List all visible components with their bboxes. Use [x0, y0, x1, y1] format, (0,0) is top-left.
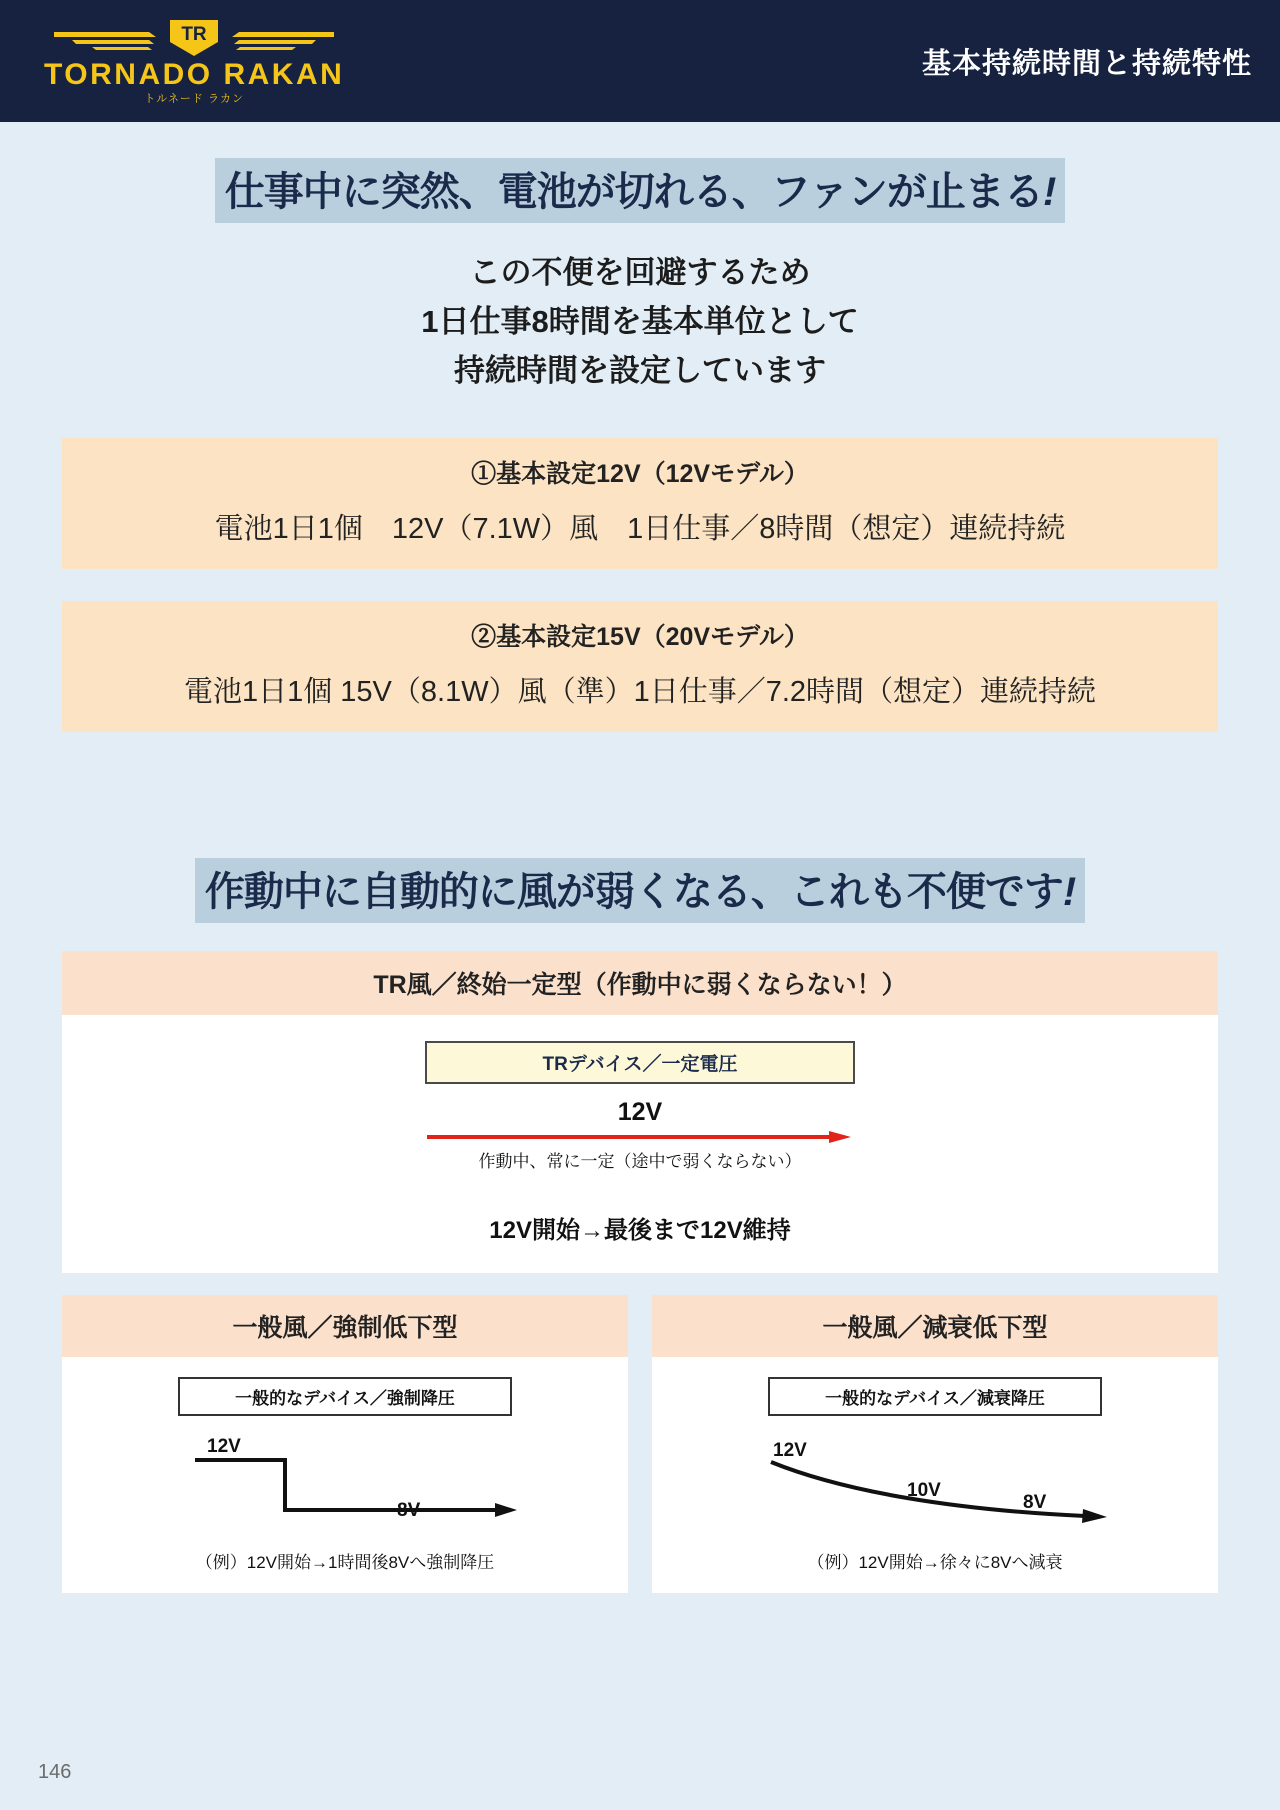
spec-card-2-line: 電池1日1個 15V（8.1W）風（準）1日仕事／7.2時間（想定）連続持続 — [183, 675, 1097, 708]
section2-heading-mark: ! — [1062, 869, 1076, 914]
section1-heading-mark: ! — [1042, 170, 1056, 214]
spec-card-2-title: ②基本設定15V（20Vモデル） — [471, 622, 809, 651]
tr-summary: 12V開始→最後まで12V維持 — [489, 1216, 791, 1244]
forced-drop-panel — [62, 1295, 628, 1593]
comparison-panels — [62, 1295, 1218, 1593]
winged-tr-logo-icon — [44, 17, 344, 57]
lead-line-1: この不便を回避するため — [469, 255, 811, 290]
brand-subtitle: トルネード ラカン — [144, 93, 244, 105]
forced-drop-tag: 一般的なデバイス／強制降圧 — [178, 1377, 512, 1416]
svg-text:10V: 10V — [907, 1479, 941, 1501]
section1-heading-text: 仕事中に突然、電池が切れる、ファンが止まる — [224, 170, 1043, 214]
spec-card-1-line: 電池1日1個 12V（7.1W）風 1日仕事／8時間（想定）連続持続 — [214, 512, 1066, 545]
constant-voltage-arrow-icon — [425, 1131, 855, 1145]
forced-drop-panel-head: 一般風／強制低下型 — [62, 1295, 628, 1357]
svg-text:TR: TR — [181, 24, 207, 45]
forced-drop-graph — [165, 1430, 525, 1540]
forced-drop-panel-body — [62, 1357, 628, 1593]
page-title: 基本持続時間と持続特性 — [921, 47, 1252, 80]
decay-drop-panel-head: 一般風／減衰低下型 — [652, 1295, 1218, 1357]
tr-constant-chart — [425, 1041, 855, 1245]
tr-constant-panel — [62, 951, 1218, 1273]
lead-line-2: 1日仕事8時間を基本単位として — [421, 303, 859, 339]
section1-heading-wrap — [0, 122, 1280, 223]
brand-name: TORNADO RAKAN — [44, 58, 345, 91]
decay-drop-graph — [755, 1430, 1115, 1540]
decay-drop-tag: 一般的なデバイス／減衰降圧 — [768, 1377, 1102, 1416]
tr-note: 作動中、常に一定（途中で弱くならない） — [478, 1151, 802, 1171]
tr-constant-panel-head: TR風／終始一定型（作動中に弱くならない！） — [62, 951, 1218, 1015]
section2-heading-wrap — [0, 732, 1280, 923]
tr-device-tag: TRデバイス／一定電圧 — [425, 1041, 855, 1084]
spec-card-1 — [62, 438, 1218, 569]
svg-text:8V: 8V — [1023, 1491, 1047, 1513]
decay-drop-caption: （例）12V開始→徐々に8Vへ減衰 — [807, 1552, 1063, 1572]
svg-text:12V: 12V — [773, 1439, 807, 1461]
tr-constant-panel-body — [62, 1015, 1218, 1273]
decay-drop-panel-body — [652, 1357, 1218, 1593]
forced-drop-caption: （例）12V開始→1時間後8Vへ強制降圧 — [195, 1552, 495, 1572]
section2-heading — [195, 858, 1085, 923]
section2-heading-text: 作動中に自動的に風が弱くなる、これも不便です — [204, 869, 1063, 914]
tr-voltage-value: 12V — [617, 1097, 663, 1126]
spec-card-1-title: ①基本設定12V（12Vモデル） — [471, 459, 809, 488]
page-number: 146 — [38, 1761, 72, 1783]
section1-lead — [0, 249, 1280, 396]
page-header — [0, 0, 1280, 122]
lead-line-3: 持続時間を設定しています — [454, 352, 826, 388]
decay-drop-panel — [652, 1295, 1218, 1593]
svg-text:8V: 8V — [397, 1499, 421, 1521]
page-content — [0, 122, 1280, 1810]
brand-logo — [44, 17, 344, 105]
section1-heading — [215, 158, 1066, 223]
spec-card-2 — [62, 601, 1218, 732]
svg-text:12V: 12V — [207, 1435, 241, 1457]
